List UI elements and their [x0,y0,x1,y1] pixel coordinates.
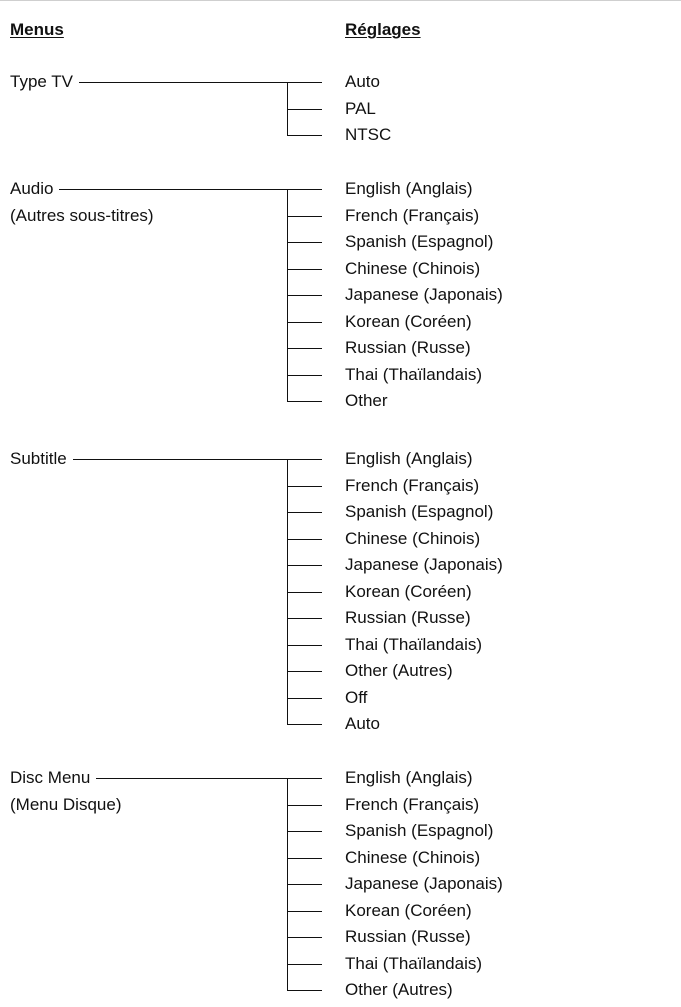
branch-line [287,216,322,217]
setting-option: Russian (Russe) [345,338,471,357]
setting-option: Other (Autres) [345,661,453,680]
branch-line [287,724,322,725]
menu-label-disc-menu [10,767,90,789]
branch-line [287,486,322,487]
settings-header: Réglages [345,20,421,39]
branch-line [287,618,322,619]
menu-sublabel-audio: (Autres sous-titres) [10,205,154,225]
setting-option: PAL [345,98,376,118]
setting-option: English (Anglais) [345,179,473,198]
setting-option: French (Français) [345,475,480,495]
setting-option: Russian (Russe) [345,608,471,627]
menu-label-text: Disc Menu [10,768,91,787]
setting-option: Spanish (Espagnol) [345,821,494,840]
setting-option: Off [345,687,368,707]
setting-option: Korean (Coréen) [345,900,472,920]
branch-line [287,109,322,110]
setting-option: Other (Autres) [345,980,453,999]
setting-option: Spanish (Espagnol) [345,232,494,251]
setting-option: NTSC [345,125,392,144]
menu-label-text: Subtitle [10,449,67,468]
setting-option: Auto [345,72,380,91]
menu-connector-line [59,189,322,190]
branch-line [287,295,322,296]
branch-line [287,964,322,965]
setting-option: English (Anglais) [345,768,473,787]
setting-option: Chinese (Chinois) [345,258,481,278]
setting-option: Chinese (Chinois) [345,528,481,548]
branch-line [287,539,322,540]
branch-line [287,911,322,912]
branch-line [287,884,322,885]
menu-sublabel-disc-menu: (Menu Disque) [10,794,122,814]
branch-line [287,858,322,859]
setting-option: Thai (Thaïlandais) [345,634,483,654]
branch-line [287,805,322,806]
branch-line [287,135,322,136]
menu-connector-line [73,459,322,460]
setting-option: Korean (Coréen) [345,581,472,601]
branch-line [287,269,322,270]
menu-connector-line [96,778,322,779]
setting-option: Japanese (Japonais) [345,285,503,304]
setting-option: Japanese (Japonais) [345,555,503,574]
branch-line [287,512,322,513]
setting-option: French (Français) [345,205,480,225]
setting-option: Spanish (Espagnol) [345,502,494,521]
setting-option: Thai (Thaïlandais) [345,953,483,973]
setting-option: Chinese (Chinois) [345,847,481,867]
setting-option: Auto [345,714,380,733]
setting-option: French (Français) [345,794,480,814]
branch-line [287,990,322,991]
branch-line [287,565,322,566]
menu-label-type-tv [10,71,73,93]
branch-line [287,401,322,402]
setting-option: Korean (Coréen) [345,311,472,331]
menus-header: Menus [10,20,64,39]
branch-line [287,592,322,593]
branch-line [287,645,322,646]
branch-line [287,348,322,349]
setting-option: Russian (Russe) [345,927,471,946]
branch-line [287,242,322,243]
menu-label-text: Type TV [10,72,73,91]
branch-line [287,671,322,672]
setting-option: Thai (Thaïlandais) [345,364,483,384]
branch-line [287,698,322,699]
branch-line [287,322,322,323]
setting-option: Japanese (Japonais) [345,874,503,893]
menu-label-subtitle [10,448,67,470]
menu-label-audio [10,178,53,200]
branch-line [287,937,322,938]
branch-line [287,375,322,376]
menu-label-text: Audio [10,179,54,198]
setting-option: Other [345,391,388,410]
top-divider [0,0,681,1]
menu-connector-line [79,82,322,83]
branch-line [287,831,322,832]
setting-option: English (Anglais) [345,449,473,468]
